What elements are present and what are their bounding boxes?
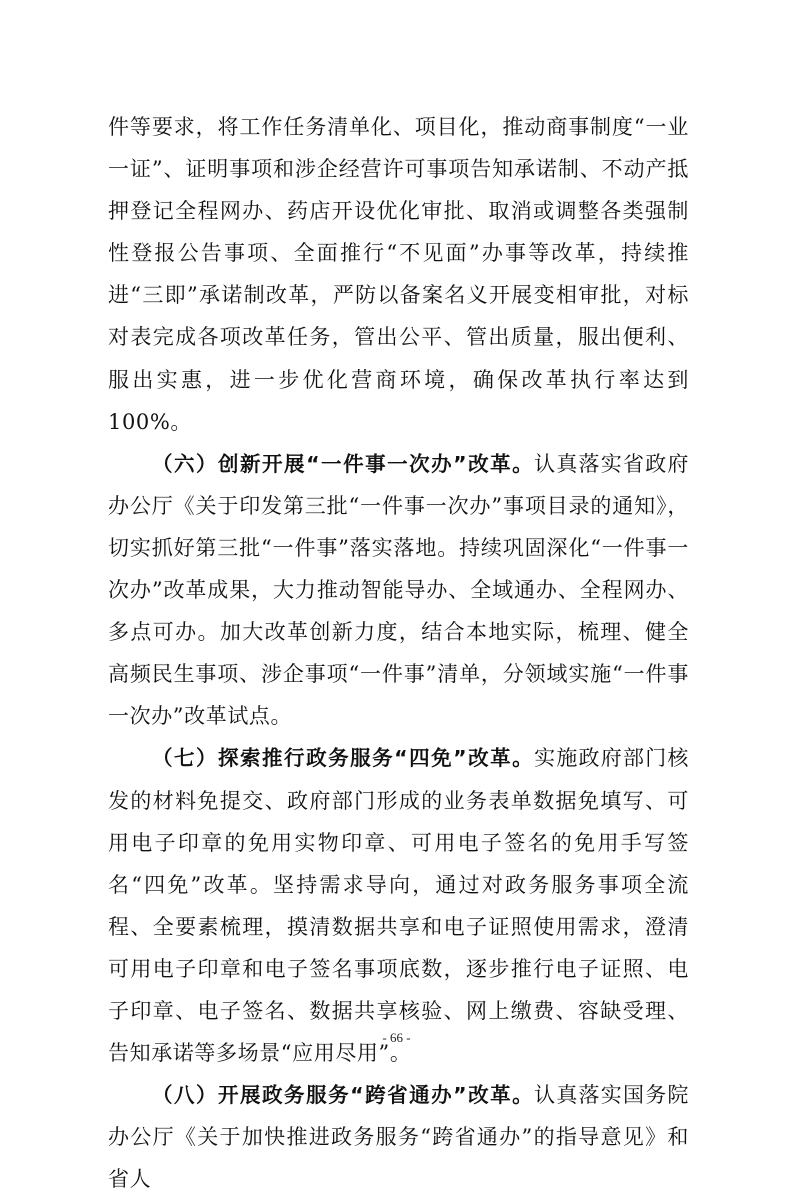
paragraph-text: 件等要求，将工作任务清单化、项目化，推动商事制度“一业一证”、证明事项和涉企经营许可事项告知承诺制、不动产抵押登记全程网办、药店开设优化审批、取消或调整各类强制性登报公告事项、全面推行“不见面”办事等改革，持续推进“三即”承诺制改革，严防以备案名义开展变相审批，对标对表完成各项改革任务，管出公平、管出质量，服出便利、服出实惠，进一步优化营商环境，确保改革执行率达到 100%。 [108, 115, 689, 434]
paragraph-section-6 [108, 443, 689, 738]
paragraph-text: 认真落实国务院办公厅《关于加快推进政务服务“跨省通办”的指导意见》和省人 [108, 1083, 690, 1192]
paragraph-text: 认真落实省政府办公厅《关于印发第三批“一件事一次办”事项目录的通知》，切实抓好第三批“一件事”落实落地。持续巩固深化“一件事一次办”改革成果，大力推动智能导办、全域通办、全程网办、多点可办。加大改革创新力度，结合本地实际，梳理、健全高频民生事项、涉企事项“一件事”清单，分领域实施“一件事一次办”改革试点。 [108, 451, 690, 729]
section-heading: （七）探索推行政务服务“四免”改革。 [152, 746, 535, 771]
page-number: - 66 - [382, 1030, 411, 1045]
paragraph-continuation [108, 106, 689, 443]
section-heading: （八）开展政务服务“跨省通办”改革。 [152, 1083, 535, 1108]
paragraph-section-8 [108, 1074, 689, 1200]
paragraph-section-7 [108, 737, 689, 1074]
paragraph-text: 实施政府部门核发的材料免提交、政府部门形成的业务表单数据免填写、可用电子印章的免用实物印章、可用电子签名的免用手写签名“四免”改革。坚持需求导向，通过对政务服务事项全流程、全要素梳理，摸清数据共享和电子证照使用需求，澄清可用电子印章和电子签名事项底数，逐步推行电子证照、电子印章、电子签名、数据共享核验、网上缴费、容缺受理、告知承诺等多场景“应用尽用”。 [108, 746, 690, 1066]
section-heading: （六）创新开展“一件事一次办”改革。 [152, 451, 535, 476]
